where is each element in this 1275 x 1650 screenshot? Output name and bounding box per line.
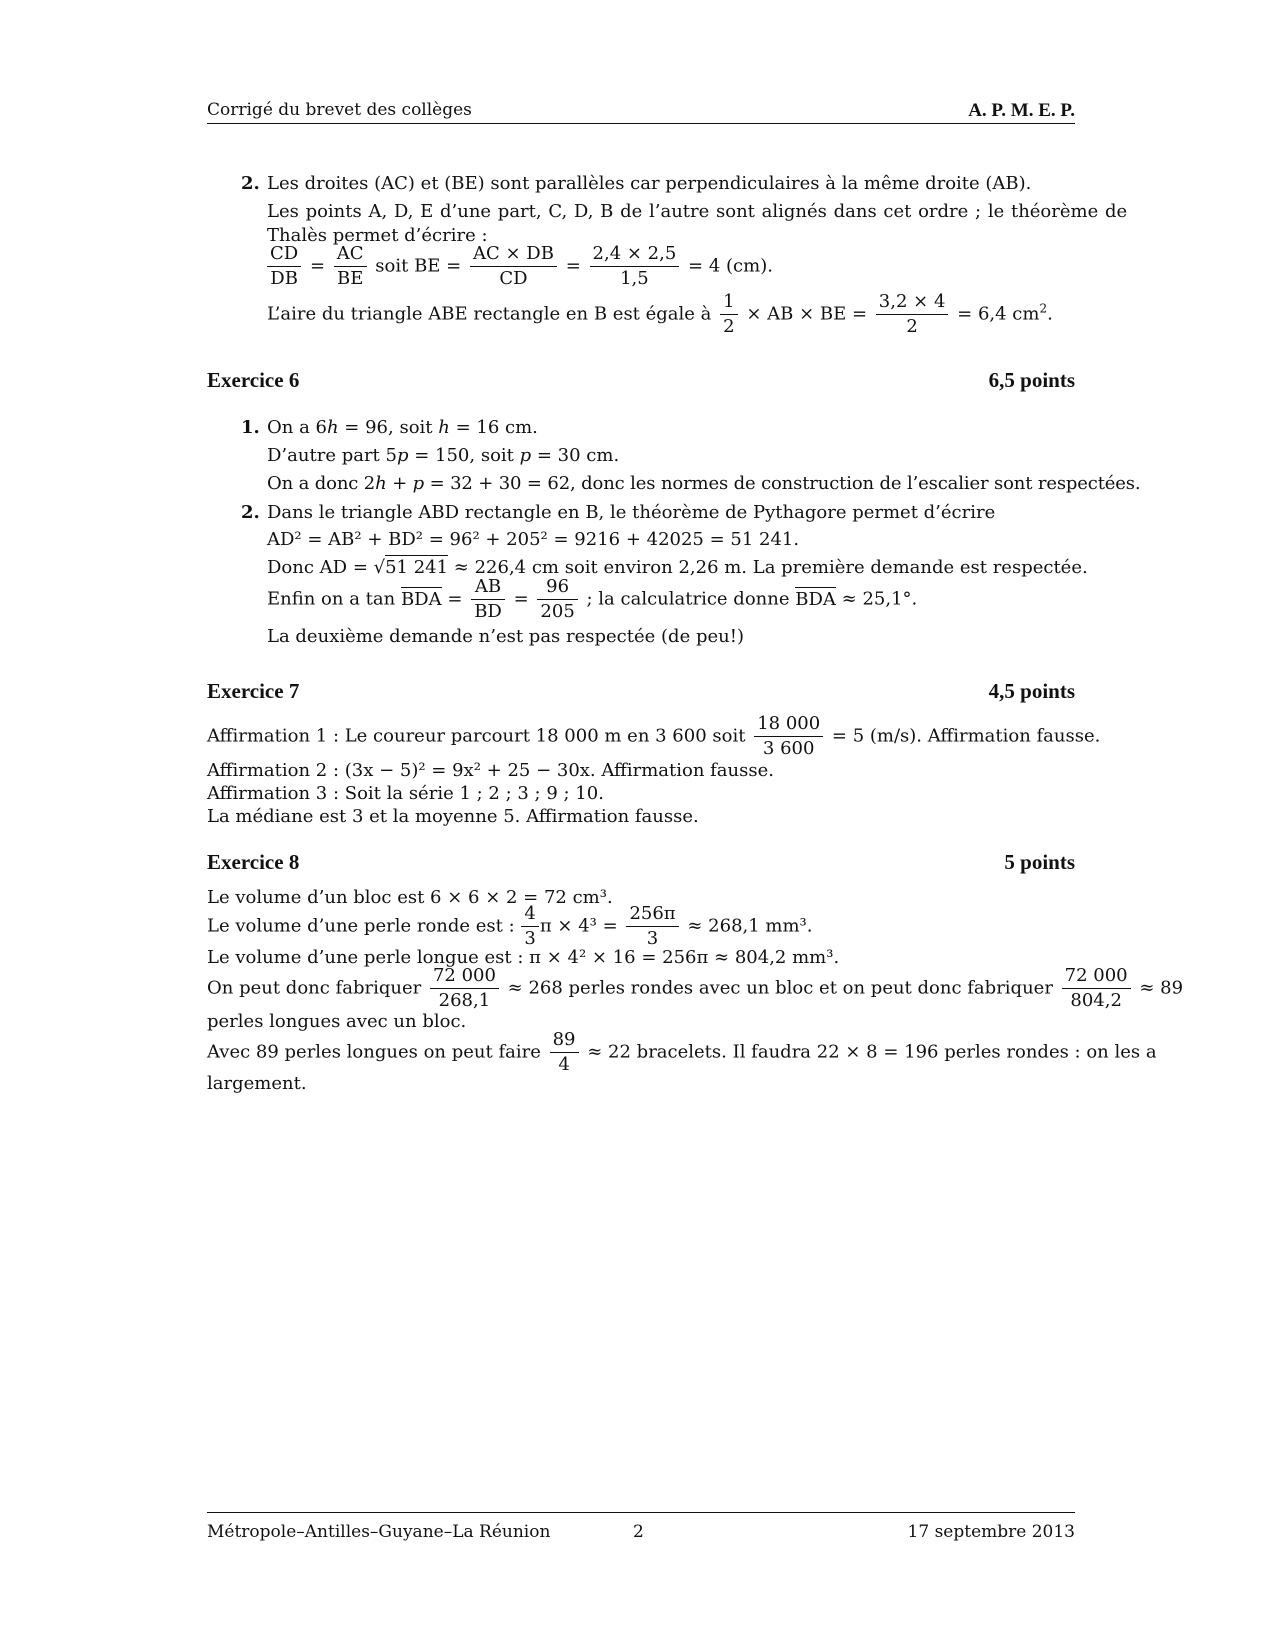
exponent: 2 xyxy=(1039,301,1048,316)
header-rule xyxy=(207,123,1075,124)
text-line: Donc AD = √51 241 ≈ 226,4 cm soit environ 2,26 m. La première demande est respectée. xyxy=(267,557,1088,578)
text-line: Le volume d’un bloc est 6 × 6 × 2 = 72 cm³. xyxy=(207,887,613,908)
frac-den: 3 xyxy=(646,928,659,949)
text-line: Le volume d’une perle longue est : π × 4² × 16 = 256π ≈ 804,2 mm³. xyxy=(207,947,840,968)
frac-num: AC xyxy=(334,242,367,267)
frac-den: 2 xyxy=(906,316,918,337)
frac-num: CD xyxy=(267,242,301,267)
exercise-7-points: 4,5 points xyxy=(988,679,1075,703)
exercise-7-title: Exercice 7 xyxy=(207,679,300,703)
frac-num: 89 xyxy=(550,1028,579,1053)
frac-den: 1,5 xyxy=(620,268,649,289)
result: = 4 (cm). xyxy=(688,255,773,277)
pearls-count: On peut donc fabriquer $\frac{72 000}{268,1}$ ≈ 268 perles rondes avec un bloc et on peut donc fabriquer $\frac{72 000}{804,2}$ ≈ 89 xyxy=(207,965,1184,1011)
bracelets-count: Avec 89 perles longues on peut faire $\frac{89}{4}$ ≈ 22 bracelets. Il faudra 22 × 8 = 196 perles rondes : on les a xyxy=(207,1029,1157,1075)
frac-den: 2 xyxy=(723,316,735,337)
exercise-8-title: Exercice 8 xyxy=(207,850,300,874)
text: L’aire du triangle ABE rectangle en B est égale à xyxy=(267,303,712,325)
affirmation-1: Affirmation 1 : Le coureur parcourt 18 000 m en 3 600 soit $\frac{18 000}{3 600}$ = 5 (m/s). Affirmation fausse. xyxy=(207,713,1101,759)
frac-num: 1 xyxy=(720,290,737,315)
frac-num: 256π xyxy=(626,902,678,927)
footer-location: Métropole–Antilles–Guyane–La Réunion xyxy=(207,1522,551,1542)
footer-rule xyxy=(207,1512,1075,1513)
frac-num: 4 xyxy=(521,902,538,927)
frac-den: BE xyxy=(336,268,364,289)
page-number: 2 xyxy=(633,1522,644,1542)
affirmation-2: Affirmation 2 : (3x − 5)² = 9x² + 25 − 30x. Affirmation fausse. xyxy=(207,760,774,781)
footer-date: 17 septembre 2013 xyxy=(907,1522,1075,1542)
text: . xyxy=(1047,303,1053,325)
frac-den: 268,1 xyxy=(438,990,491,1011)
frac-num: AB xyxy=(471,575,505,600)
text-line: La médiane est 3 et la moyenne 5. Affirmation fausse. xyxy=(207,806,699,827)
area-equation xyxy=(267,290,1053,339)
frac-den: CD xyxy=(499,268,528,289)
round-pearl-volume: Le volume d’une perle ronde est : $\frac{4}{3}$ π × 4³ = $\frac{256\pi}{3}$ ≈ 268,1 mm³. xyxy=(207,903,813,949)
text: × AB × BE = xyxy=(746,303,868,325)
frac-num: 72 000 xyxy=(430,964,499,989)
frac-num: 2,4 × 2,5 xyxy=(590,242,680,267)
affirmation-3: Affirmation 3 : Soit la série 1 ; 2 ; 3 ; 9 ; 10. xyxy=(207,783,604,804)
text-line: largement. xyxy=(207,1073,307,1094)
frac-den: 205 xyxy=(540,601,575,622)
thales-equation xyxy=(267,242,773,291)
frac-den: BD xyxy=(474,601,502,622)
frac-num: 3,2 × 4 xyxy=(876,290,949,315)
frac-den: 3 600 xyxy=(762,738,815,759)
tangent-equation: Enfin on a tan BDA = $\frac{AB}{BD}$ = $\frac{96}{205}$ ; la calculatrice donne BDA ≈ 25,1°. xyxy=(267,576,918,622)
header-title: Corrigé du brevet des collèges xyxy=(207,100,472,120)
equals: = xyxy=(565,255,581,277)
frac-den: 804,2 xyxy=(1070,990,1122,1011)
frac-num: 96 xyxy=(537,575,577,600)
text-line: Les points A, D, E d’une part, C, D, B de l’autre sont alignés dans cet ordre ; le théorème de xyxy=(267,201,1128,222)
text: = 6,4 cm xyxy=(957,303,1040,325)
text-line: On a 6h = 96, soit h = 16 cm. xyxy=(267,417,538,438)
text-line: AD² = AB² + BD² = 96² + 205² = 9216 + 42025 = 51 241. xyxy=(267,529,800,550)
item-number: 2. xyxy=(241,173,260,194)
text: soit BE = xyxy=(375,255,462,277)
item-number: 1. xyxy=(241,417,260,438)
frac-num: AC × DB xyxy=(470,242,557,267)
equals: = xyxy=(309,255,326,277)
frac-num: 18 000 xyxy=(754,712,823,737)
frac-den: 4 xyxy=(558,1054,570,1075)
frac-num: 72 000 xyxy=(1062,964,1131,989)
text-line: perles longues avec un bloc. xyxy=(207,1011,467,1032)
exercise-6-title: Exercice 6 xyxy=(207,368,300,392)
frac-den: 3 xyxy=(524,928,536,949)
text-line: Dans le triangle ABD rectangle en B, le théorème de Pythagore permet d’écrire xyxy=(267,502,996,523)
text-line: On a donc 2h + p = 32 + 30 = 62, donc les normes de construction de l’escalier sont respectées. xyxy=(267,473,1141,494)
item-number: 2. xyxy=(241,502,260,523)
text-line: Les droites (AC) et (BE) sont parallèles car perpendiculaires à la même droite (AB). xyxy=(267,173,1032,194)
frac-den: DB xyxy=(270,268,298,289)
exercise-8-points: 5 points xyxy=(1004,850,1075,874)
text-line: D’autre part 5p = 150, soit p = 30 cm. xyxy=(267,445,620,466)
header-publisher: A. P. M. E. P. xyxy=(968,100,1075,121)
text-line: Thalès permet d’écrire : xyxy=(267,225,488,246)
text-line: La deuxième demande n’est pas respectée (de peu!) xyxy=(267,626,744,647)
exercise-6-points: 6,5 points xyxy=(988,368,1075,392)
